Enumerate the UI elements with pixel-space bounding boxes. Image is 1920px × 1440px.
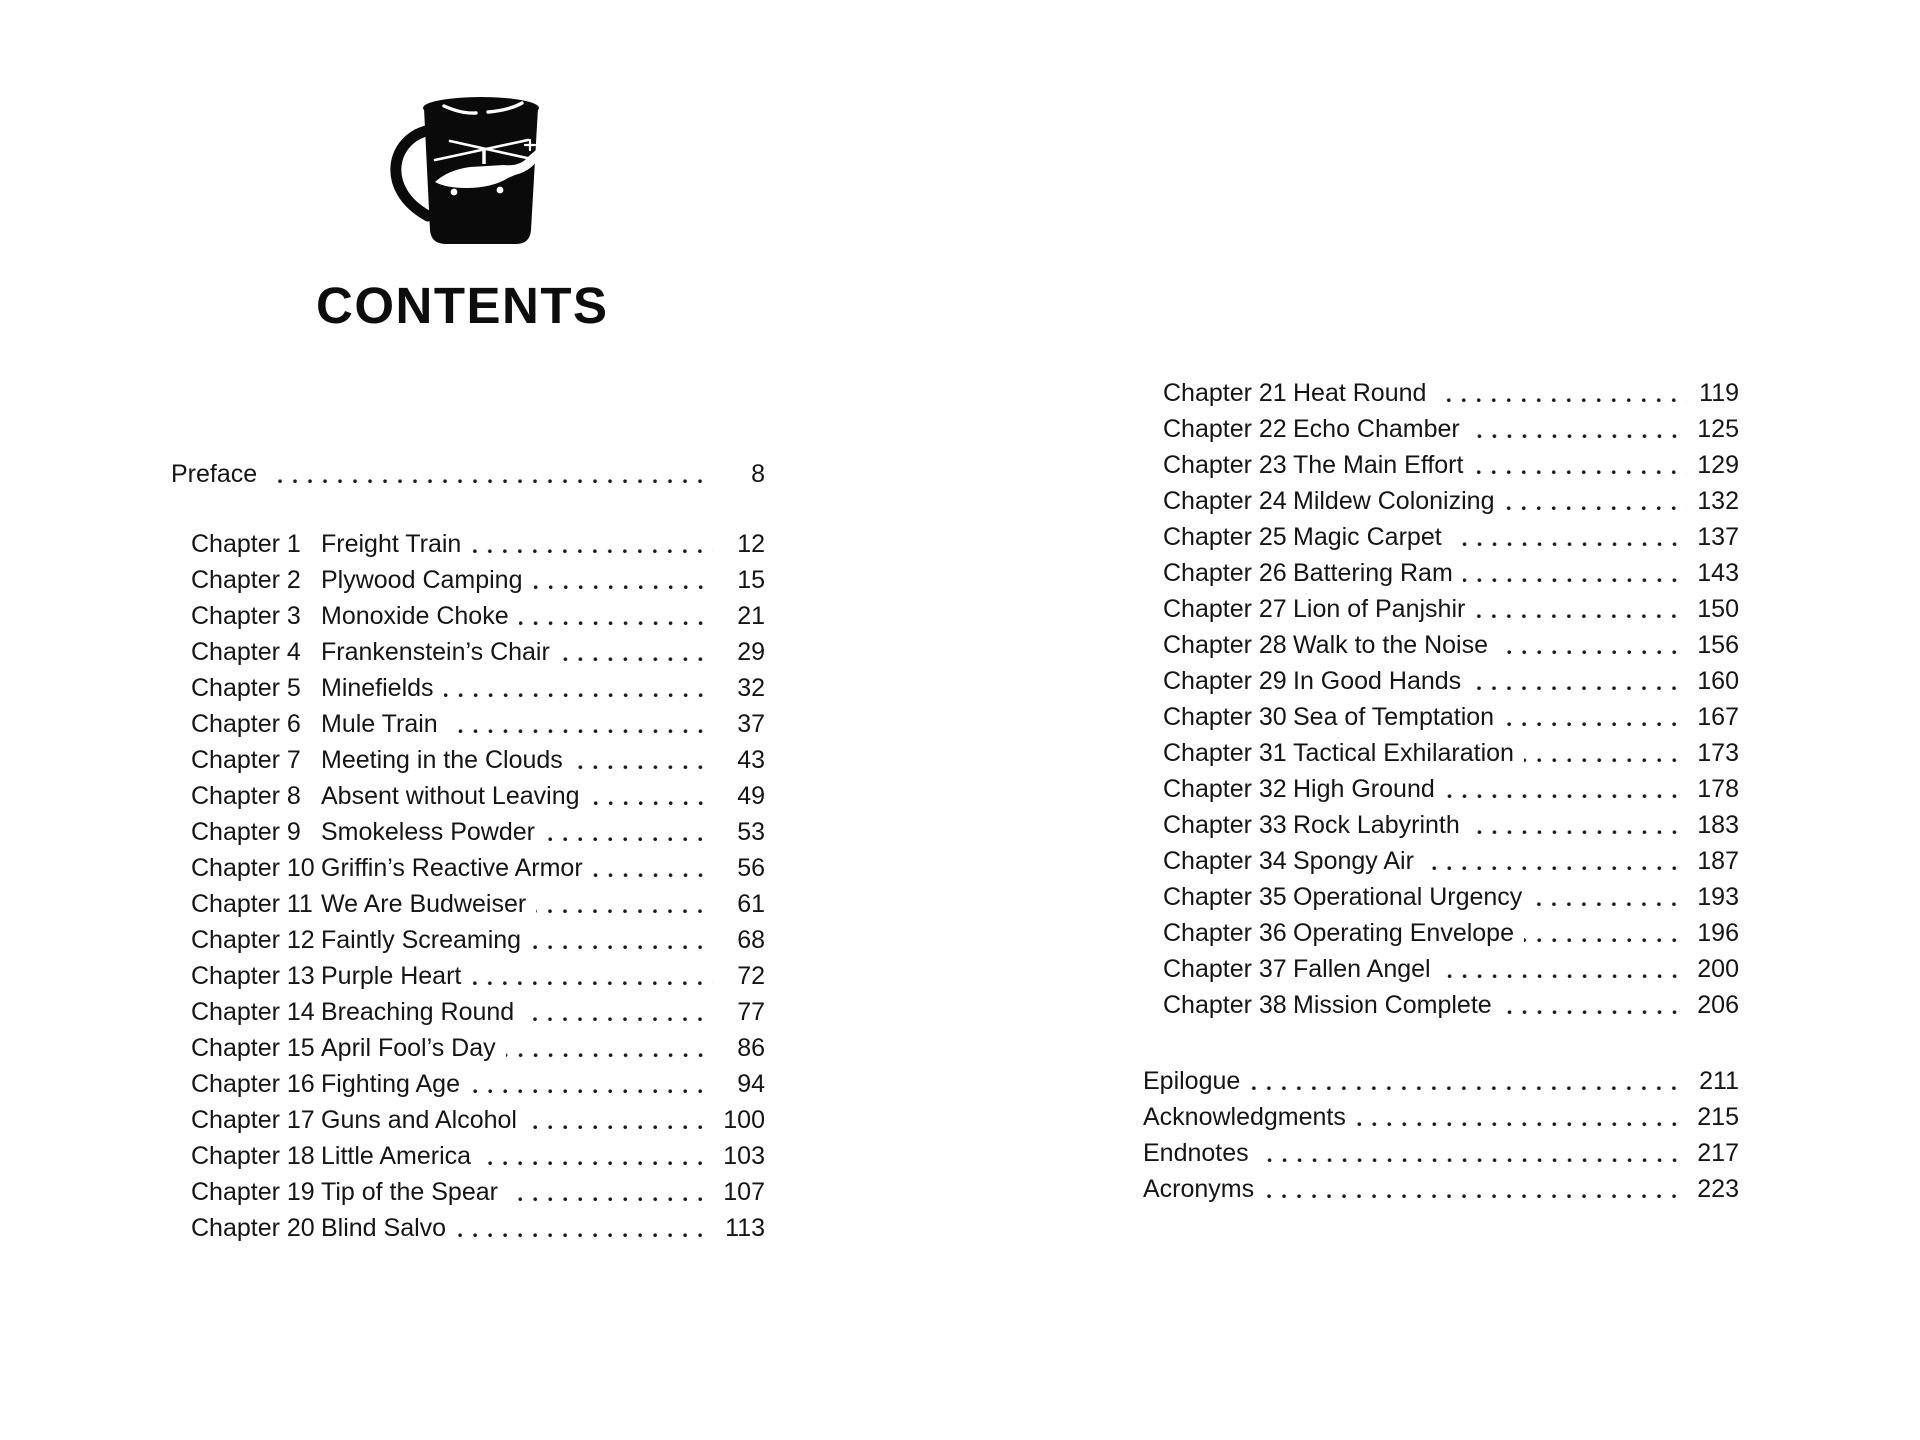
toc-entry-title: Guns and Alcohol [321, 1106, 517, 1134]
dot-leader [536, 909, 713, 914]
toc-entry-label: Chapter 29 [1163, 667, 1287, 695]
toc-entry-label: Chapter 24 [1163, 487, 1287, 515]
toc-entry-label: Chapter 13 [191, 962, 315, 990]
dot-leader [471, 549, 713, 554]
toc-entry-title: Echo Chamber [1293, 415, 1460, 443]
toc-entry-title: Spongy Air [1293, 847, 1414, 875]
toc-entry-page-number: 196 [1697, 919, 1739, 947]
toc-entry [1143, 519, 1739, 555]
toc-entry [1143, 627, 1739, 663]
dot-leader [1532, 902, 1687, 907]
toc-entry-label: Preface [171, 460, 258, 488]
toc-entry [171, 1210, 765, 1246]
toc-entry-label: Chapter 38 [1163, 991, 1287, 1019]
toc-entry [1143, 375, 1739, 411]
mug-logo [388, 94, 558, 250]
toc-entry-title: Fallen Angel [1293, 955, 1431, 983]
toc-entry-title: Purple Heart [321, 962, 462, 990]
toc-entry [171, 814, 765, 850]
toc-entry-title: Frankenstein’s Chair [321, 638, 550, 666]
toc-entry [171, 886, 765, 922]
toc-entry-label: Chapter 36 [1163, 919, 1287, 947]
toc-entry [1143, 555, 1739, 591]
toc-entry-label: Chapter 19 [191, 1178, 315, 1206]
dot-leader [1470, 830, 1687, 835]
dot-leader [1356, 1122, 1687, 1127]
dot-leader [444, 693, 713, 698]
toc-entry-page-number: 43 [737, 746, 765, 774]
dot-leader [470, 1089, 713, 1094]
toc-entry-label: Chapter 21 [1163, 379, 1287, 407]
toc-entry-label: Chapter 31 [1163, 739, 1287, 767]
toc-entry-page-number: 143 [1697, 559, 1739, 587]
dot-leader [527, 1125, 713, 1130]
dot-leader [456, 1233, 713, 1238]
toc-entry-title: Tip of the Spear [321, 1178, 498, 1206]
toc-entry [1143, 735, 1739, 771]
dot-leader [506, 1053, 713, 1058]
toc-entry-page-number: 49 [737, 782, 765, 810]
dot-leader [1250, 1086, 1687, 1091]
toc-entry-label: Acknowledgments [1143, 1103, 1346, 1131]
toc-entry-page-number: 100 [723, 1106, 765, 1134]
toc-entry [171, 994, 765, 1030]
toc-entry [1143, 1099, 1739, 1135]
toc-entry-label: Chapter 10 [191, 854, 315, 882]
toc-entry-title: Breaching Round [321, 998, 515, 1026]
toc-entry-label: Chapter 25 [1163, 523, 1287, 551]
toc-entry-title: Heat Round [1293, 379, 1427, 407]
toc-entry-page-number: 206 [1697, 991, 1739, 1019]
toc-entry-title: Rock Labyrinth [1293, 811, 1460, 839]
toc-entry [171, 922, 765, 958]
toc-entry [171, 958, 765, 994]
dot-leader [1473, 470, 1687, 475]
dot-leader [1524, 938, 1687, 943]
dot-leader [1504, 506, 1687, 511]
toc-entry-page-number: 103 [723, 1142, 765, 1170]
toc-entry [171, 1174, 765, 1210]
toc-entry-page-number: 119 [1699, 379, 1739, 407]
toc-entry-page-number: 53 [737, 818, 765, 846]
toc-entry [171, 634, 765, 670]
toc-entry-title: Fighting Age [321, 1070, 460, 1098]
toc-entry-page-number: 129 [1697, 451, 1739, 479]
toc-entry-page-number: 37 [737, 710, 765, 738]
toc-entry-page-number: 8 [751, 460, 765, 488]
toc-entry-page-number: 178 [1697, 775, 1739, 803]
toc-entry-page-number: 72 [737, 962, 765, 990]
toc-entry-label: Epilogue [1143, 1067, 1241, 1095]
toc-entry-label: Chapter 9 [191, 818, 301, 846]
dot-leader [508, 1197, 713, 1202]
toc-entry-title: Battering Ram [1293, 559, 1453, 587]
toc-entry-title: Mildew Colonizing [1293, 487, 1495, 515]
toc-entry-label: Chapter 15 [191, 1034, 315, 1062]
toc-entry-page-number: 107 [723, 1178, 765, 1206]
mug-rim [423, 97, 539, 119]
toc-entry-title: Griffin’s Reactive Armor [321, 854, 583, 882]
toc-entry-label: Chapter 17 [191, 1106, 315, 1134]
dot-leader [1259, 1158, 1687, 1163]
toc-entry [171, 1030, 765, 1066]
toc-entry-label: Chapter 2 [191, 566, 301, 594]
toc-entry-title: Tactical Exhilaration [1293, 739, 1514, 767]
toc-entry-label: Chapter 37 [1163, 955, 1287, 983]
toc-entry-label: Chapter 18 [191, 1142, 315, 1170]
toc-entry-label: Chapter 12 [191, 926, 315, 954]
toc-entry [1143, 447, 1739, 483]
toc-entry-title: Plywood Camping [321, 566, 523, 594]
toc-entry-page-number: 200 [1697, 955, 1739, 983]
toc-entry-title: The Main Effort [1293, 451, 1464, 479]
dot-leader [448, 729, 713, 734]
toc-entry-label: Endnotes [1143, 1139, 1249, 1167]
toc-entry-page-number: 167 [1697, 703, 1739, 731]
toc-entry-title: Mission Complete [1293, 991, 1492, 1019]
dot-leader [267, 479, 713, 484]
toc-entry-label: Chapter 4 [191, 638, 301, 666]
toc-entry-title: Operational Urgency [1293, 883, 1523, 911]
toc-entry [1143, 1171, 1739, 1207]
toc-entry [171, 1066, 765, 1102]
dot-leader [1441, 974, 1687, 979]
toc-entry [171, 778, 765, 814]
toc-entry [171, 526, 765, 562]
toc-entry [1143, 1063, 1739, 1099]
toc-entry-label: Chapter 11 [191, 890, 313, 918]
toc-entry-page-number: 32 [737, 674, 765, 702]
dot-leader [524, 1017, 713, 1022]
toc-entry-title: In Good Hands [1293, 667, 1462, 695]
toc-entry-page-number: 15 [737, 566, 765, 594]
mug-helicopter-icon [388, 94, 558, 250]
dot-leader [1424, 866, 1687, 871]
toc-entry-title: Freight Train [321, 530, 462, 558]
toc-entry-label: Chapter 26 [1163, 559, 1287, 587]
toc-entry-title: Minefields [321, 674, 434, 702]
toc-entry [171, 1138, 765, 1174]
toc-right-column [1143, 375, 1739, 1207]
toc-entry [1143, 411, 1739, 447]
toc-left-column [171, 456, 765, 1246]
toc-entry [1143, 663, 1739, 699]
toc-entry [1143, 591, 1739, 627]
dot-leader [1471, 686, 1687, 691]
toc-entry-page-number: 193 [1697, 883, 1739, 911]
dot-leader [1264, 1194, 1687, 1199]
toc-entry-title: Blind Salvo [321, 1214, 447, 1242]
toc-entry-title: Operating Envelope [1293, 919, 1514, 947]
toc-entry-label: Chapter 5 [191, 674, 301, 702]
toc-entry-page-number: 137 [1697, 523, 1739, 551]
toc-entry-label: Chapter 16 [191, 1070, 315, 1098]
toc-entry [171, 670, 765, 706]
toc-entry [171, 598, 765, 634]
mug-handle [396, 130, 430, 216]
dot-leader [1463, 578, 1687, 583]
toc-entry-title: Smokeless Powder [321, 818, 535, 846]
toc-entry-label: Chapter 22 [1163, 415, 1287, 443]
toc-entry [171, 850, 765, 886]
toc-entry [1143, 843, 1739, 879]
dot-leader [1470, 434, 1687, 439]
toc-entry [171, 562, 765, 598]
toc-entry-label: Chapter 28 [1163, 631, 1287, 659]
dot-leader [1452, 542, 1687, 547]
dot-leader [573, 765, 713, 770]
toc-entry-title: We Are Budweiser [321, 890, 527, 918]
toc-entry-page-number: 217 [1697, 1139, 1739, 1167]
toc-entry [171, 1102, 765, 1138]
toc-entry-title: Mule Train [321, 710, 438, 738]
toc-entry-title: Lion of Panjshir [1293, 595, 1466, 623]
toc-entry-page-number: 211 [1699, 1067, 1739, 1095]
toc-entry-title: Sea of Temptation [1293, 703, 1495, 731]
toc-entry [1143, 771, 1739, 807]
toc-entry-label: Chapter 35 [1163, 883, 1287, 911]
toc-entry-label: Chapter 27 [1163, 595, 1287, 623]
dot-leader [1504, 722, 1687, 727]
toc-entry-title: Walk to the Noise [1293, 631, 1488, 659]
toc-entry-title: Monoxide Choke [321, 602, 509, 630]
toc-entry-title: Meeting in the Clouds [321, 746, 563, 774]
toc-entry [1143, 807, 1739, 843]
toc-entry-title: Faintly Screaming [321, 926, 522, 954]
toc-entry-page-number: 77 [737, 998, 765, 1026]
toc-entry-page-number: 29 [737, 638, 765, 666]
toc-entry [1143, 1135, 1739, 1171]
toc-entry-title: Absent without Leaving [321, 782, 580, 810]
dot-leader [1498, 650, 1687, 655]
dot-leader [519, 621, 713, 626]
dot-leader [531, 945, 713, 950]
toc-entry-page-number: 21 [737, 602, 765, 630]
toc-entry-label: Chapter 32 [1163, 775, 1287, 803]
toc-entry-title: April Fool’s Day [321, 1034, 496, 1062]
toc-entry-page-number: 160 [1697, 667, 1739, 695]
toc-entry-page-number: 173 [1697, 739, 1739, 767]
toc-entry-title: Little America [321, 1142, 472, 1170]
toc-entry-page-number: 56 [737, 854, 765, 882]
dot-leader [1445, 794, 1687, 799]
toc-entry [1143, 879, 1739, 915]
toc-entry-page-number: 113 [725, 1214, 765, 1242]
dot-leader [471, 981, 713, 986]
toc-entry [1143, 915, 1739, 951]
toc-entry [171, 742, 765, 778]
toc-entry-page-number: 61 [737, 890, 765, 918]
dot-leader [560, 657, 713, 662]
dot-leader [593, 873, 713, 878]
toc-entry-label: Chapter 23 [1163, 451, 1287, 479]
toc-entry-label: Chapter 33 [1163, 811, 1287, 839]
toc-entry-page-number: 223 [1697, 1175, 1739, 1203]
toc-entry [1143, 483, 1739, 519]
toc-entry-label: Chapter 20 [191, 1214, 315, 1242]
toc-entry-page-number: 86 [737, 1034, 765, 1062]
toc-entry-label: Chapter 8 [191, 782, 301, 810]
toc-entry [171, 706, 765, 742]
toc-entry-page-number: 94 [737, 1070, 765, 1098]
toc-entry-title: Magic Carpet [1293, 523, 1442, 551]
toc-entry-label: Chapter 1 [191, 530, 301, 558]
toc-entry-page-number: 215 [1697, 1103, 1739, 1131]
toc-entry-label: Chapter 30 [1163, 703, 1287, 731]
toc-entry-label: Chapter 6 [191, 710, 301, 738]
toc-entry-page-number: 183 [1697, 811, 1739, 839]
dot-leader [545, 837, 713, 842]
toc-entry-page-number: 68 [737, 926, 765, 954]
dot-leader [481, 1161, 713, 1166]
toc-entry-page-number: 12 [737, 530, 765, 558]
page-title: CONTENTS [316, 277, 609, 334]
toc-entry-label: Chapter 7 [191, 746, 301, 774]
toc-entry-label: Acronyms [1143, 1175, 1255, 1203]
toc-entry [171, 456, 765, 492]
dot-leader [1436, 398, 1687, 403]
dot-leader [1524, 758, 1687, 763]
toc-entry-label: Chapter 3 [191, 602, 301, 630]
toc-entry-page-number: 156 [1697, 631, 1739, 659]
toc-entry-page-number: 132 [1697, 487, 1739, 515]
dot-leader [533, 585, 714, 590]
toc-entry-title: High Ground [1293, 775, 1435, 803]
dot-leader [1502, 1010, 1687, 1015]
toc-entry-label: Chapter 34 [1163, 847, 1287, 875]
dot-leader [1475, 614, 1687, 619]
toc-entry-page-number: 187 [1697, 847, 1739, 875]
toc-entry [1143, 699, 1739, 735]
toc-entry-label: Chapter 14 [191, 998, 315, 1026]
toc-entry-page-number: 150 [1697, 595, 1739, 623]
toc-entry [1143, 951, 1739, 987]
toc-entry-page-number: 125 [1697, 415, 1739, 443]
toc-entry [1143, 987, 1739, 1023]
dot-leader [590, 801, 713, 806]
